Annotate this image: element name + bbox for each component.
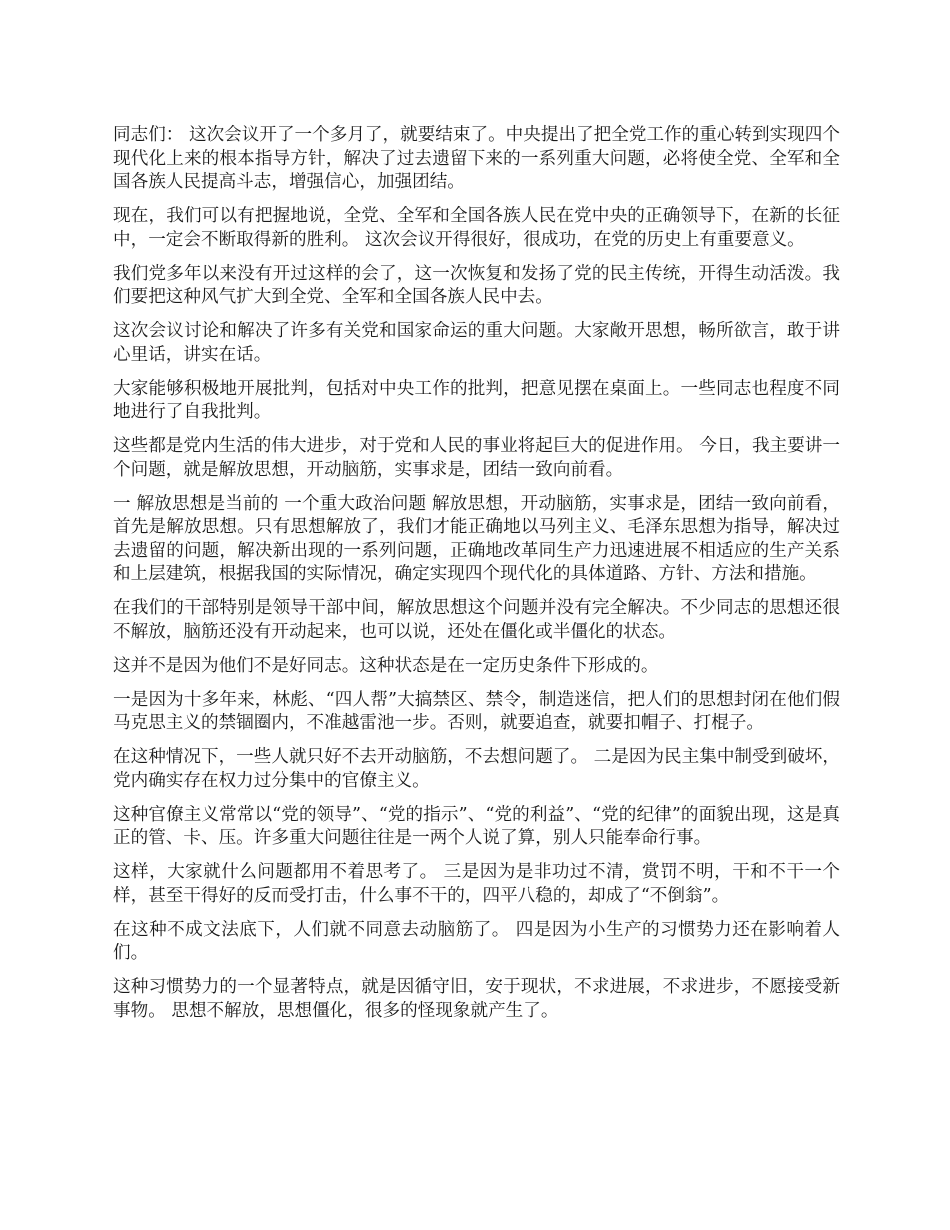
document-body <box>113 124 840 1034</box>
paragraph-15: 这种习惯势力的一个显著特点，就是因循守旧，安于现状，不求进展，不求进步，不愿接受新事物。 思想不解放，思想僵化，很多的怪现象就产生了。 <box>113 977 840 1021</box>
paragraph-5: 大家能够积极地开展批判，包括对中央工作的批判，把意见摆在桌面上。一些同志也程度不同地进行了自我批判。 <box>113 378 840 422</box>
paragraph-12: 这种官僚主义常常以“党的领导”、“党的指示”、“党的利益”、“党的纪律”的面貌出现，这是真正的管、卡、压。许多重大问题往往是一两个人说了算，别人只能奉命行事。 <box>113 804 840 848</box>
paragraph-9: 这并不是因为他们不是好同志。这种状态是在一定历史条件下形成的。 <box>113 655 659 676</box>
paragraph-4: 这次会议讨论和解决了许多有关党和国家命运的重大问题。大家敞开思想，畅所欲言，敢于讲心里话，讲实在话。 <box>113 321 840 365</box>
paragraph-3: 我们党多年以来没有开过这样的会了，这一次恢复和发扬了党的民主传统，开得生动活泼。我们要把这种风气扩大到全党、全军和全国各族人民中去。 <box>113 263 840 307</box>
paragraph-6: 这些都是党内生活的伟大进步，对于党和人民的事业将起巨大的促进作用。 今日，我主要讲一个问题，就是解放思想，开动脑筋，实事求是，团结一致向前看。 <box>113 436 840 480</box>
paragraph-10: 一是因为十多年来，林彪、“四人帮”大搞禁区、禁令，制造迷信，把人们的思想封闭在他们假马克思主义的禁锢圈内，不准越雷池一步。否则，就要追查，就要扣帽子、打棍子。 <box>113 689 840 733</box>
paragraph-14: 在这种不成文法底下，人们就不同意去动脑筋了。 四是因为小生产的习惯势力还在影响着人们。 <box>113 919 840 963</box>
paragraph-13: 这样，大家就什么问题都用不着思考了。 三是因为是非功过不清，赏罚不明，干和不干一个样，甚至干得好的反而受打击，什么事不干的，四平八稳的，却成了“不倒翁”。 <box>113 862 840 906</box>
paragraph-1: 同志们： 这次会议开了一个多月了，就要结束了。中央提出了把全党工作的重心转到实现四个现代化上来的根本指导方针，解决了过去遗留下来的一系列重大问题，必将使全党、全军和全国各族人民提高斗志，增强信心，加强团结。 <box>113 125 840 192</box>
paragraph-8: 在我们的干部特别是领导干部中间，解放思想这个问题并没有完全解决。不少同志的思想还很不解放，脑筋还没有开动起来，也可以说，还处在僵化或半僵化的状态。 <box>113 598 840 642</box>
paragraph-11: 在这种情况下，一些人就只好不去开动脑筋，不去想问题了。 二是因为民主集中制受到破坏，党内确实存在权力过分集中的官僚主义。 <box>113 747 840 791</box>
paragraph-7: 一 解放思想是当前的 一个重大政治问题 解放思想，开动脑筋，实事求是，团结一致向前看，首先是解放思想。只有思想解放了，我们才能正确地以马列主义、毛泽东思想为指导，解决过去遗留的问题，解决新出现的一系列问题，正确地改革同生产力迅速进展不相适应的生产关系和上层建筑，根据我国的实际情况，确定实现四个现代化的具体道路、方针、方法和措施。 <box>113 493 840 584</box>
paragraph-2: 现在，我们可以有把握地说，全党、全军和全国各族人民在党中央的正确领导下，在新的长征中，一定会不断取得新的胜利。 这次会议开得很好，很成功，在党的历史上有重要意义。 <box>113 206 840 250</box>
